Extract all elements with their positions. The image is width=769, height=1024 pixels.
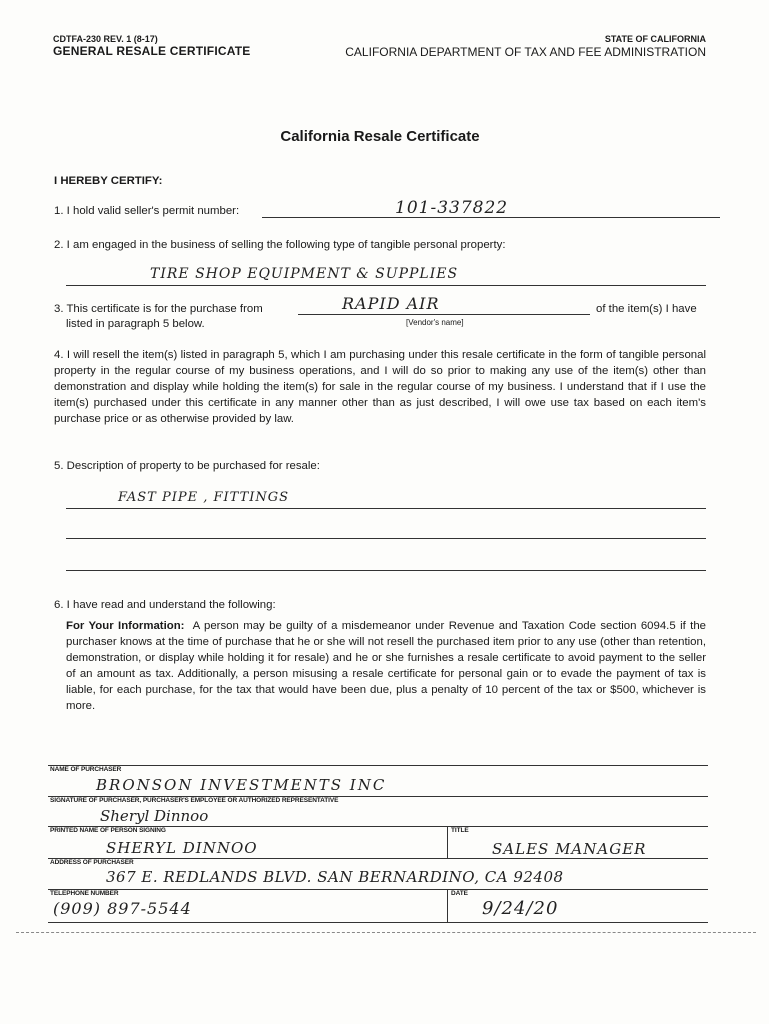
- item3-label-b: of the item(s) I have: [596, 303, 697, 315]
- item5-label: 5. Description of property to be purchased for resale:: [54, 460, 320, 472]
- info-heading: For Your Information:: [66, 620, 185, 632]
- form-name: GENERAL RESALE CERTIFICATE: [53, 44, 251, 58]
- printed-name-caption: PRINTED NAME OF PERSON SIGNING: [50, 827, 166, 834]
- vendor-caption: [Vendor's name]: [406, 318, 464, 327]
- vendor-name[interactable]: RAPID AIR: [342, 294, 440, 313]
- item4-paragraph: 4. I will resell the item(s) listed in paragraph 5, which I am purchasing under this resale certificate in the form of tangible personal property in the regular course of my business operations, and I will do so prior to making any use of the item(s) other than demonstration and display while holding the item(s) for sale in the regular course of my business. I understand that if I use the item(s) purchased under this certificate in any manner other than as just described, I will owe use tax based on each item's purchase price or as otherwise provided by law.: [54, 349, 706, 425]
- address-caption: ADDRESS OF PURCHASER: [50, 859, 134, 866]
- page-title: California Resale Certificate: [280, 128, 480, 145]
- date-caption: DATE: [451, 890, 468, 897]
- signature[interactable]: Sheryl Dinnoo: [100, 807, 209, 825]
- phone-caption: TELEPHONE NUMBER: [50, 890, 119, 897]
- agency-name: CALIFORNIA DEPARTMENT OF TAX AND FEE ADMINISTRATION: [345, 45, 706, 59]
- item6-label: 6. I have read and understand the following:: [54, 599, 276, 611]
- permit-number[interactable]: 101-337822: [395, 198, 509, 218]
- date-divider: [447, 889, 448, 922]
- state-label: STATE OF CALIFORNIA: [604, 34, 706, 44]
- item1-label: 1. I hold valid seller's permit number:: [54, 205, 240, 217]
- section-rule: [48, 765, 708, 766]
- scan-edge: [16, 932, 756, 933]
- item3-label-c: listed in paragraph 5 below.: [66, 318, 205, 330]
- item5-line-2: [66, 538, 706, 539]
- printed-name[interactable]: SHERYL DINNOO: [106, 839, 258, 857]
- business-type[interactable]: TIRE SHOP EQUIPMENT & SUPPLIES: [150, 266, 459, 282]
- item2-label: 2. I am engaged in the business of selling the following type of tangible personal property:: [54, 239, 506, 251]
- title-value[interactable]: SALES MANAGER: [492, 840, 647, 858]
- printed-name-line: [48, 858, 708, 859]
- purchaser-name[interactable]: BRONSON INVESTMENTS INC: [96, 776, 387, 794]
- address-line: [48, 889, 708, 890]
- property-description[interactable]: FAST PIPE , FITTINGS: [118, 490, 290, 505]
- form-code: CDTFA-230 REV. 1 (8-17): [53, 34, 158, 44]
- name-caption: NAME OF PURCHASER: [50, 766, 122, 773]
- item3-label-a: 3. This certificate is for the purchase from: [54, 303, 263, 315]
- address-value[interactable]: 367 E. REDLANDS BLVD. SAN BERNARDINO, CA 92408: [106, 868, 564, 886]
- certify-heading: I HEREBY CERTIFY:: [54, 175, 163, 187]
- info-text: A person may be guilty of a misdemeanor under Revenue and Taxation Code section 6094.5 if the purchaser knows at the time of purchase that he or she will not resell the purchased item prior to any use (other than retention, demonstration, or display while holding it for resale) and he or she furnishes a resale certificate to avoid payment to the seller of an amount as tax. Additionally, a person misusing a resale certificate for personal gain or to evade the payment of tax is liable, for each purchase, for the tax that would have been due, plus a penalty of 10 percent of the tax or $500, whichever is more.: [66, 620, 706, 712]
- signature-caption: SIGNATURE OF PURCHASER, PURCHASER'S EMPLOYEE OR AUTHORIZED REPRESENTATIVE: [50, 797, 339, 804]
- date-value[interactable]: 9/24/20: [482, 898, 559, 919]
- item3-line: [298, 314, 590, 315]
- item5-line-3: [66, 570, 706, 571]
- title-divider: [447, 826, 448, 858]
- item5-line-1: [66, 508, 706, 509]
- phone-line: [48, 922, 708, 923]
- title-caption: TITLE: [451, 827, 469, 834]
- item2-line: [66, 285, 706, 286]
- info-block: [66, 618, 706, 714]
- phone-value[interactable]: (909) 897-5544: [53, 899, 192, 918]
